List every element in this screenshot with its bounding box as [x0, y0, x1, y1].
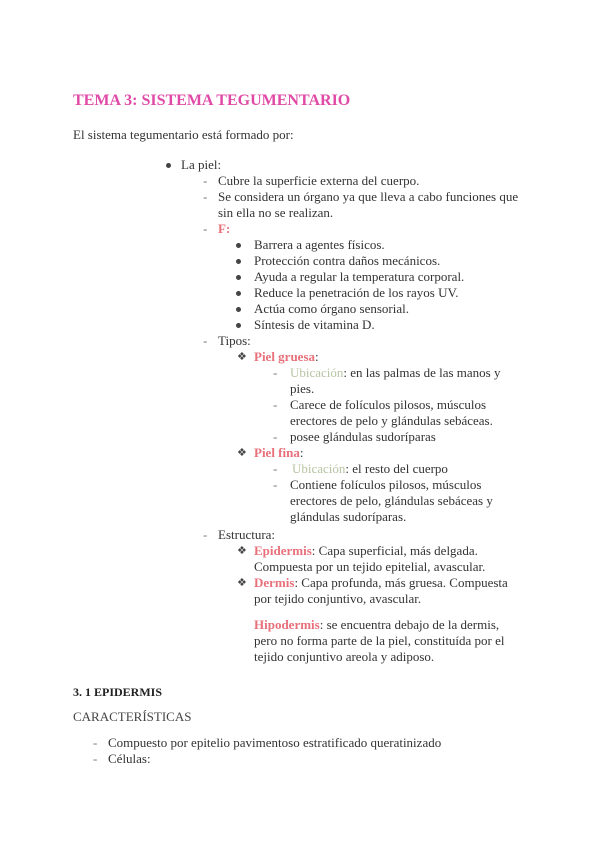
dash-icon: - — [273, 429, 278, 444]
piel-item: Cubre la superficie externa del cuerpo. — [218, 173, 420, 188]
hipodermis-text: : se encuentra debajo de la dermis, — [319, 617, 500, 632]
dash-icon: - — [203, 333, 208, 348]
piel-label: La piel: — [181, 157, 222, 172]
section-subheading: CARACTERÍSTICAS — [73, 709, 192, 724]
dermis-name: Dermis — [254, 575, 295, 590]
hipodermis-line — [254, 617, 499, 633]
piel-gruesa-label: Piel gruesa: — [254, 349, 319, 364]
gruesa-ubicacion — [290, 365, 500, 381]
dermis-text: : Capa profunda, más gruesa. Compuesta — [294, 575, 508, 590]
ubicacion-text: : en las palmas de las manos y — [343, 365, 501, 380]
dash-icon: - — [273, 397, 278, 412]
gruesa-line: erectores de pelo y glándulas sebáceas. — [290, 413, 493, 428]
dermis-cont: por tejido conjuntivo, avascular. — [254, 591, 422, 606]
gruesa-line: Carece de folículos pilosos, músculos — [290, 397, 487, 412]
section-item: Células: — [108, 751, 151, 766]
hipodermis-cont: pero no forma parte de la piel, constituída por el — [254, 633, 505, 648]
gruesa-line: posee glándulas sudoríparas — [290, 429, 436, 444]
dash-icon: - — [203, 527, 208, 542]
epidermis-line — [254, 543, 478, 559]
funcion-item: Barrera a agentes físicos. — [254, 237, 385, 252]
estructura-label: Estructura: — [218, 527, 276, 542]
funciones-label: F: — [218, 221, 231, 236]
dash-icon: - — [203, 221, 208, 236]
bullet-icon — [236, 307, 241, 312]
bullet-icon — [166, 163, 171, 168]
piel-item-cont: sin ella no se realizan. — [218, 205, 334, 220]
piel-gruesa-name: Piel gruesa — [254, 349, 316, 364]
bullet-icon — [236, 259, 241, 264]
diamond-icon: ❖ — [237, 577, 247, 589]
piel-item: Se considera un órgano ya que lleva a cabo funciones que — [218, 189, 519, 204]
section-item: Compuesto por epitelio pavimentoso estratificado queratinizado — [108, 735, 442, 750]
funcion-item: Síntesis de vitamina D. — [254, 317, 375, 332]
ubicacion-label: Ubicación — [290, 365, 344, 380]
ubicacion-label: Ubicación — [292, 461, 346, 476]
hipodermis-name: Hipodermis — [254, 617, 320, 632]
hipodermis-cont: tejido conjuntivo areola y adiposo. — [254, 649, 435, 664]
dash-icon: - — [203, 173, 208, 188]
piel-fina-name: Piel fina — [254, 445, 300, 460]
epidermis-name: Epidermis — [254, 543, 312, 558]
piel-fina-label: Piel fina: — [254, 445, 304, 460]
bullet-icon — [236, 275, 241, 280]
dash-icon: - — [93, 751, 98, 766]
dermis-line — [254, 575, 508, 591]
funcion-item: Reduce la penetración de los rayos UV. — [254, 285, 459, 300]
fina-line: glándulas sudoríparas. — [290, 509, 407, 524]
diamond-icon: ❖ — [237, 351, 247, 363]
dash-icon: - — [273, 477, 278, 492]
ubicacion-text: : el resto del cuerpo — [345, 461, 448, 476]
funcion-item: Actúa como órgano sensorial. — [254, 301, 409, 316]
dash-icon: - — [93, 735, 98, 750]
dash-icon: - — [203, 189, 208, 204]
epidermis-cont: Compuesta por un tejido epitelial, avascular. — [254, 559, 486, 574]
bullet-icon — [236, 291, 241, 296]
epidermis-text: : Capa superficial, más delgada. — [311, 543, 478, 558]
page-title: TEMA 3: SISTEMA TEGUMENTARIO — [73, 92, 351, 109]
bullet-icon — [236, 243, 241, 248]
section-heading: 3. 1 EPIDERMIS — [73, 685, 163, 699]
gruesa-ubicacion-cont: pies. — [290, 381, 315, 396]
fina-line: Contiene folículos pilosos, músculos — [290, 477, 482, 492]
dash-icon: - — [273, 461, 278, 476]
intro-text: El sistema tegumentario está formado por: — [73, 127, 294, 142]
dash-icon: - — [273, 365, 278, 380]
diamond-icon: ❖ — [237, 447, 247, 459]
tipos-label: Tipos: — [218, 333, 251, 348]
bullet-icon — [236, 323, 241, 328]
funcion-item: Protección contra daños mecánicos. — [254, 253, 441, 268]
fina-ubicacion — [292, 461, 448, 477]
diamond-icon: ❖ — [237, 545, 247, 557]
fina-line: erectores de pelo, glándulas sebáceas y — [290, 493, 493, 508]
funcion-item: Ayuda a regular la temperatura corporal. — [254, 269, 465, 284]
